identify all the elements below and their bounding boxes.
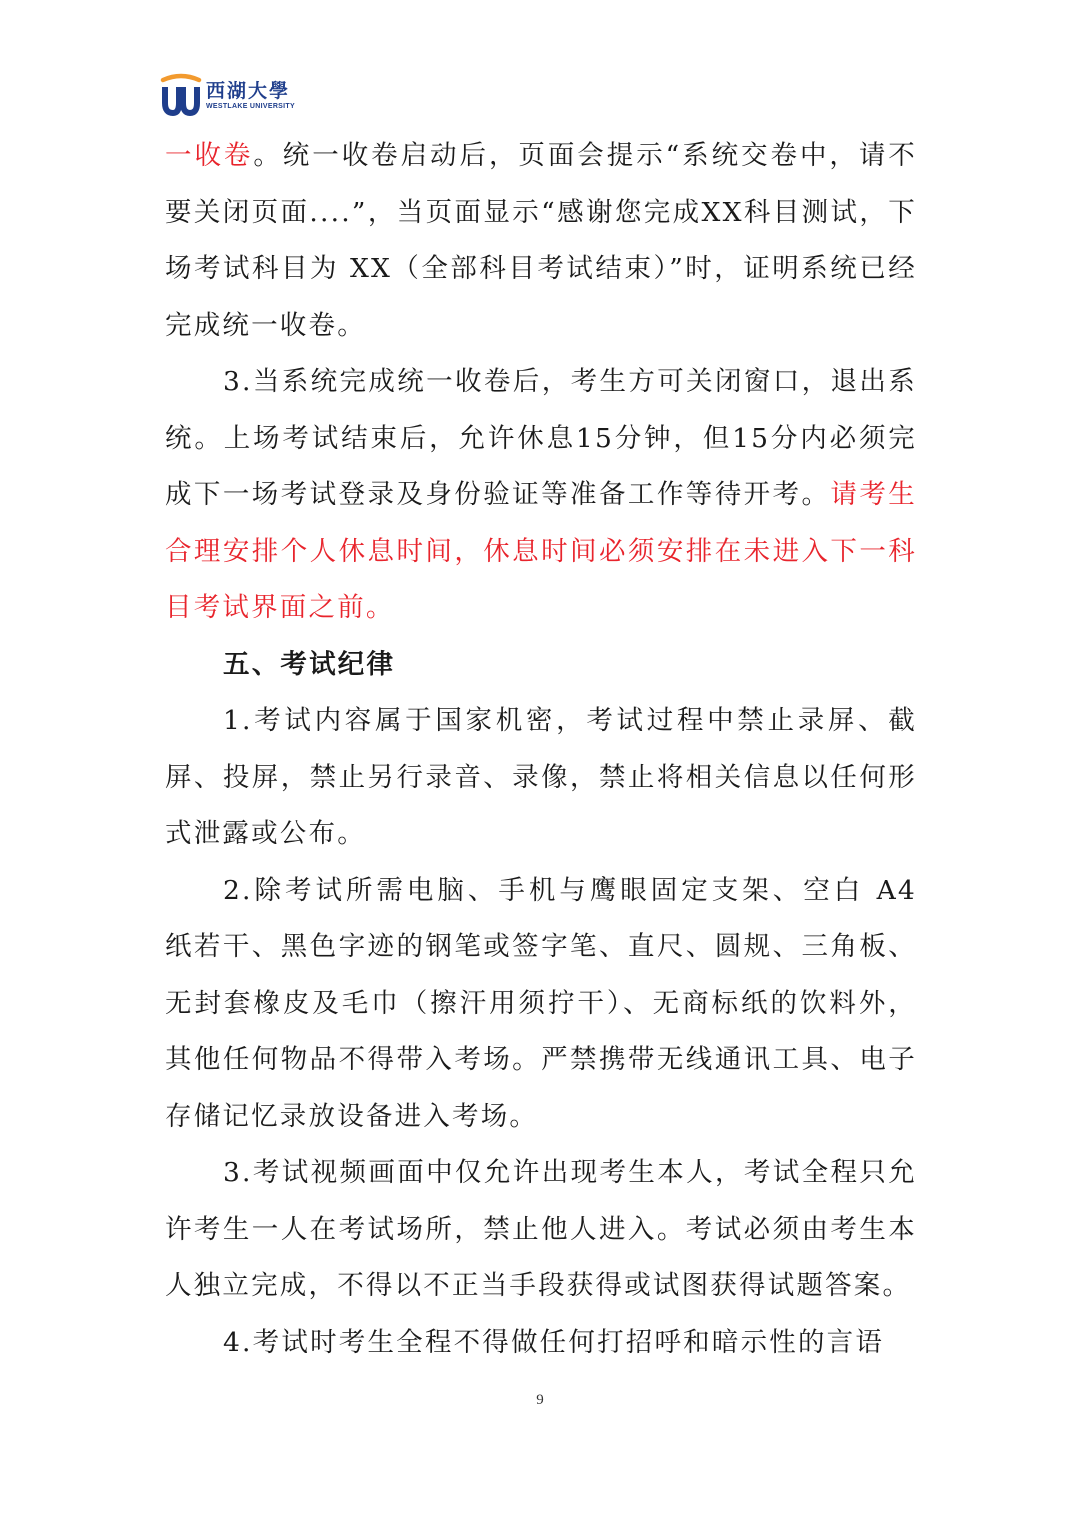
- logo-chinese-name: 西湖大學: [206, 80, 291, 102]
- logo-mark-icon: [160, 73, 202, 119]
- paragraph-rule-4: 4.考试时考生全程不得做任何打招呼和暗示性的言语: [223, 1326, 885, 1358]
- paragraph-item-3-rest: [165, 354, 917, 637]
- logo-text: [206, 80, 295, 112]
- document-body: [165, 128, 917, 1371]
- paragraph-text: 。统一收卷启动后，页面会提示“系统交卷中，请不要关闭页面....”，当页面显示“感谢您完成XX科目测试，下场考试科目为 XX（全部科目考试结束）”时，证明系统已经完成统一收卷。: [165, 140, 917, 341]
- highlighted-text: 请考生合理安排个人休息时间，休息时间必须安排在未进入下一科目考试界面之前。: [165, 479, 917, 623]
- paragraph-rule-1: 1.考试内容属于国家机密，考试过程中禁止录屏、截屏、投屏，禁止另行录音、录像，禁止将相关信息以任何形式泄露或公布。: [165, 705, 917, 849]
- section-heading-exam-discipline: 五、考试纪律: [223, 648, 396, 680]
- paragraph-rule-3: 3.考试视频画面中仅允许出现考生本人，考试全程只允许考生一人在考试场所，禁止他人进入。考试必须由考生本人独立完成，不得以不正当手段获得或试图获得试题答案。: [165, 1157, 917, 1301]
- highlighted-text: 一收卷: [165, 140, 254, 171]
- paragraph-text: 3.当系统完成统一收卷后，考生方可关闭窗口，退出系统。上场考试结束后，允许休息15分钟，但15分内必须完成下一场考试登录及身份验证等准备工作等待开考。: [165, 366, 917, 510]
- paragraph-rule-2: 2.除考试所需电脑、手机与鹰眼固定支架、空白 A4 纸若干、黑色字迹的钢笔或签字笔、直尺、圆规、三角板、无封套橡皮及毛巾（擦汗用须拧干）、无商标纸的饮料外，其他任何物品不得带入考场。严禁携带无线通讯工具、电子存储记忆录放设备进入考场。: [165, 874, 917, 1132]
- paragraph-unified-collection: [165, 128, 917, 354]
- westlake-university-logo: [160, 70, 295, 122]
- logo-english-name: WESTLAKE UNIVERSITY: [206, 103, 295, 110]
- page-number: 9: [536, 1392, 544, 1408]
